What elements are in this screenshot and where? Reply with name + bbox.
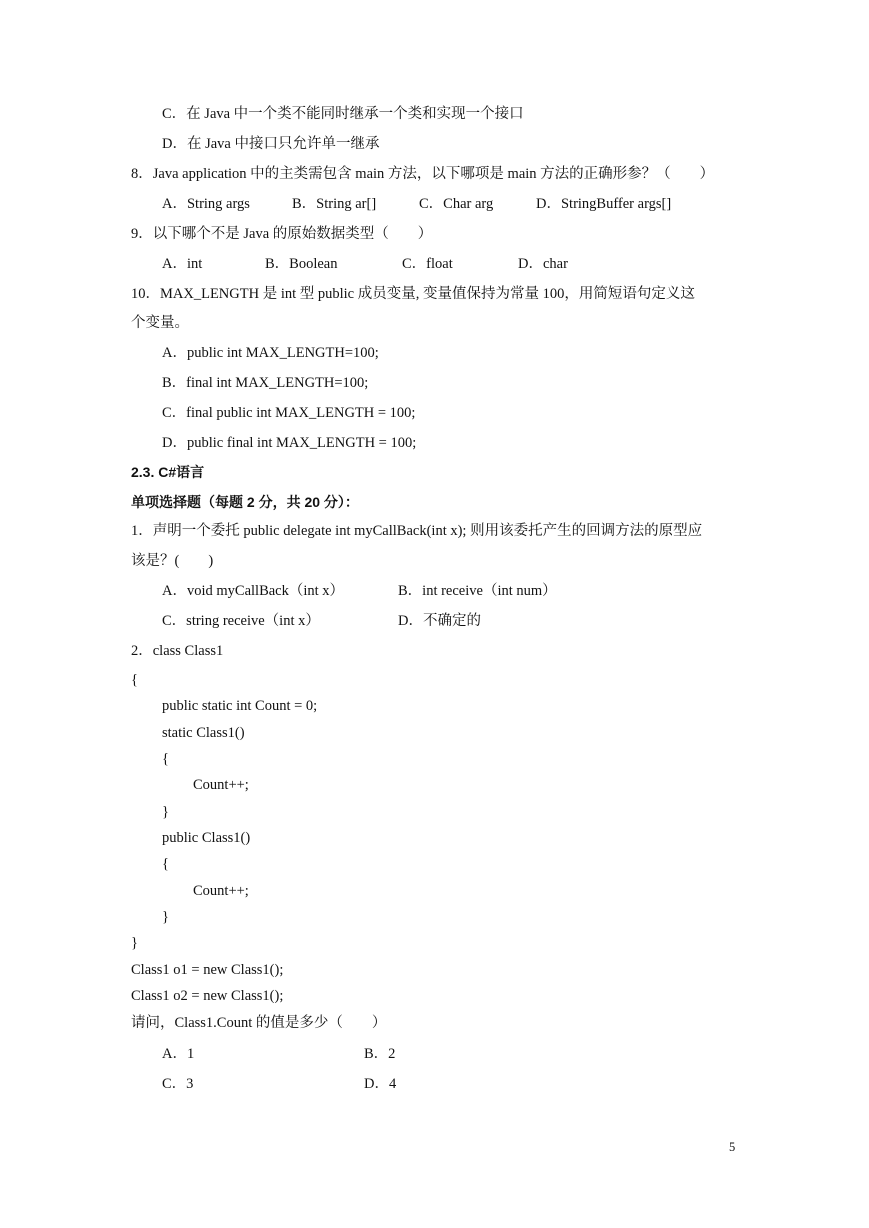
option-c: C．final public int MAX_LENGTH = 100; [162, 405, 416, 421]
code-line: Count++; [193, 883, 249, 899]
option-a: A．int [162, 256, 203, 272]
option-d: D．在 Java 中接口只允许单一继承 [162, 136, 380, 152]
code-line: Class1 o2 = new Class1(); [131, 988, 284, 1004]
option-d: D．char [518, 256, 568, 272]
option-b: B．Boolean [265, 256, 338, 272]
option-d: D．public final int MAX_LENGTH = 100; [162, 435, 417, 451]
option-b: B．String ar[] [292, 196, 377, 212]
section-title: 2.3. C#语言 [131, 464, 205, 480]
code-line: public static int Count = 0; [162, 698, 318, 714]
code-line: public Class1() [162, 830, 251, 846]
page-number: 5 [729, 1140, 736, 1154]
section-subtitle: 单项选择题（每题 2 分，共 20 分）： [131, 494, 359, 510]
code-line: } [162, 804, 169, 820]
code-line: Class1 o1 = new Class1(); [131, 962, 284, 978]
option-a: A．1 [162, 1046, 195, 1062]
question-stem-continued: 该是？( ) [131, 553, 214, 569]
question-prompt: 请问，Class1.Count 的值是多少（ ） [131, 1015, 387, 1031]
option-a: A．public int MAX_LENGTH=100; [162, 345, 379, 361]
code-line: static Class1() [162, 725, 245, 741]
code-line: Count++; [193, 777, 249, 793]
option-b: B．final int MAX_LENGTH=100; [162, 375, 369, 391]
code-line: { [131, 672, 138, 688]
option-d: D．4 [364, 1076, 397, 1092]
option-c: C．float [402, 256, 453, 272]
code-line: { [162, 856, 169, 872]
question-stem: 9．以下哪个不是 Java 的原始数据类型（ ） [131, 226, 433, 242]
question-stem: 2．class Class1 [131, 643, 224, 659]
option-a: A．String args [162, 196, 250, 212]
option-b: B．2 [364, 1046, 396, 1062]
question-stem: 10．MAX_LENGTH 是 int 型 public 成员变量, 变量值保持为常量 100，用简短语句定义这 [131, 286, 695, 302]
question-stem-continued: 个变量。 [131, 315, 189, 331]
option-d: D．StringBuffer args[] [536, 196, 672, 212]
code-line: } [131, 935, 138, 951]
option-d: D．不确定的 [398, 613, 481, 629]
question-stem: 8．Java application 中的主类需包含 main 方法，以下哪项是 main 方法的正确形参？（ ） [131, 166, 715, 182]
option-b: B．int receive（int num） [398, 583, 557, 599]
code-line: } [162, 909, 169, 925]
option-c: C．3 [162, 1076, 194, 1092]
option-c: C．string receive（int x） [162, 613, 320, 629]
option-c: C．在 Java 中一个类不能同时继承一个类和实现一个接口 [162, 106, 524, 122]
code-line: { [162, 751, 169, 767]
question-stem: 1．声明一个委托 public delegate int myCallBack(int x); 则用该委托产生的回调方法的原型应 [131, 523, 703, 539]
option-c: C．Char arg [419, 196, 494, 212]
option-a: A．void myCallBack（int x） [162, 583, 345, 599]
